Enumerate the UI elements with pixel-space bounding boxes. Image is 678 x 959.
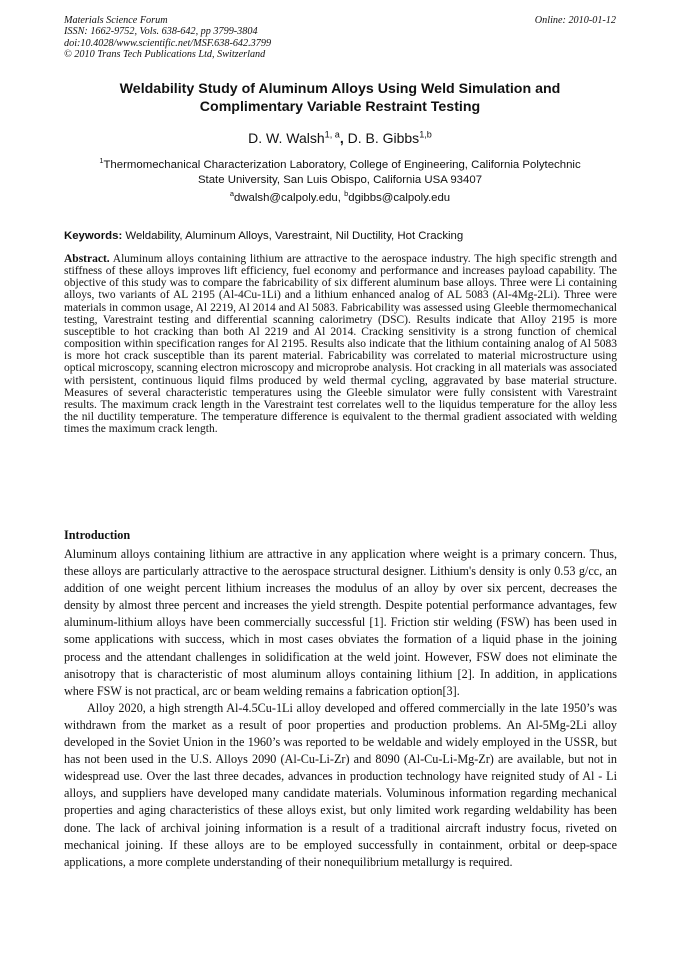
journal-name: Materials Science Forum	[64, 15, 168, 26]
affiliation-line-2: State University, San Luis Obispo, California USA 93407	[197, 174, 483, 186]
keywords-text: Weldability, Aluminum Alloys, Varestraint, Nil Ductility, Hot Cracking	[122, 230, 464, 242]
paper-title	[64, 80, 616, 116]
online-date: Online: 2010-01-12	[534, 15, 616, 26]
affiliation-marker: 1	[99, 156, 104, 166]
author-walsh: D. W. Walsh	[248, 130, 325, 146]
keywords	[64, 229, 616, 244]
author-separator: ,	[339, 130, 348, 146]
doi-line: doi:10.4028/www.scientific.net/MSF.638-642.3799	[64, 37, 272, 49]
introduction-paragraph-1: Aluminum alloys containing lithium are attractive in any application where weight is a primary concern. Thus, these alloys are particularly attractive to the aerospace structural designer. Lithium's density is only 0.53 g/cc, an addition of one weight percent lithium increases the modulus of an alloy by over six percent, decreases the density by almost three percent and increases the yield strength. Despite potential performance advantages, few aluminum-lithium alloys have been commercially successful [1]. Friction stir welding (FSW) has been used in some applications with success, which in most cases obviates the formation of a liquid phase in the joining process and the attendant challenges in solidification at the weld joint. However, FSW does not eliminate the anisotropy that is characteristic of most aluminum alloys containing lithium [2]. In addition, in applications where FSW is not practical, arc or beam welding remains a fabrication option[3].	[64, 547, 617, 698]
issn-line: ISSN: 1662-9752, Vols. 638-642, pp 3799-3804	[64, 26, 258, 38]
abstract-text: Aluminum alloys containing lithium are attractive to the aerospace industry. The high specific strength and stiffness of these alloys improves lift efficiency, fuel economy and performance and increases payload capability. The objective of this study was to compare the fabricability of six different aluminum base alloys. Three were Li containing alloys, two variants of AL 2195 (Al-4Cu-1Li) and a lithium enhanced analog of AL 5083 (Al-4Mg-2Li). Three were materials in common usage, Al 2219, Al 2014 and Al 5083. Fabricability was assessed using Gleeble thermomechanical testing, Varestraint testing and differential scanning calorimetry (DSC). Results indicate that Alloy 2195 is more susceptible to hot cracking than both Al 2219 and Al 2014. Cracking sensitivity is a strong function of chemical composition within specification ranges for Al 2195. Results also indicate that the lithium containing analog of Al 5083 is more hot crack susceptible than its parent material. Fabricability was correlated to material microstructure using optical microscopy, scanning electron microscopy and microprobe analysis. Hot cracking in all materials was associated with persistent, continuous liquid films produced by weld thermal cycling, aggravated by base material structure. Measures of several characteristic temperatures using the Gleeble simulator were fully consistent with Varestraint results. The maximum crack length in the Varestraint test correlates well to the liquidus temperature for the alloy less the nil ductility temperature. The temperature difference is equivalent to the thermal gradient associated with welding times the maximum crack length.	[64, 253, 617, 436]
title-line-2: Complimentary Variable Restraint Testing	[199, 99, 481, 115]
keywords-label: Keywords:	[64, 230, 123, 242]
email-gibbs: dgibbs@calpoly.edu	[348, 192, 451, 204]
introduction-body	[64, 546, 617, 871]
introduction-heading: Introduction	[64, 528, 131, 542]
author-list	[64, 129, 616, 147]
affiliation	[64, 158, 616, 188]
abstract	[64, 253, 617, 435]
copyright-line: © 2010 Trans Tech Publications Ltd, Switzerland	[64, 49, 266, 61]
introduction-paragraph-2: Alloy 2020, a high strength Al-4.5Cu-1Li alloy developed and offered commercially in the late 1950’s was withdrawn from the market as a result of poor properties and production problems. An Al-5Mg-2Li alloy developed in the Soviet Union in the 1960’s was reported to be weldable and widely employed in the USSR, but has not been used in the U.S. Alloys 2090 (Al-Cu-Li-Zr) and 8090 (Al-Cu-Li-Mg-Zr) are available, but not in widespread use. Over the last three decades, advances in production technology have reignited study of Al - Li alloys, and suppliers have developed many candidate materials. Voluminous information regarding mechanical properties and aging characteristics of these alloys exist, but only limited work regarding weldability has been done. The lack of archival joining information is a result of a traditional aircraft industry focus, riveted on mechanical joining. If these alloys are to be employed successfully in containment, orbital or deep-space applications, a more complete understanding of their nonequilibrium metallurgy is required.	[64, 700, 617, 869]
email-marker-a: a	[229, 189, 234, 199]
abstract-label: Abstract.	[64, 253, 110, 265]
publication-header	[64, 15, 616, 61]
title-line-1: Weldability Study of Aluminum Alloys Using Weld Simulation and	[119, 81, 561, 97]
affiliation-line-1: Thermomechanical Characterization Laboratory, College of Engineering, California Polytechnic	[103, 159, 581, 171]
email-marker-b: b	[344, 189, 349, 199]
author-gibbs: D. B. Gibbs	[347, 130, 420, 146]
author-emails	[64, 191, 616, 206]
author-gibbs-affiliation: 1,b	[419, 129, 432, 140]
author-walsh-affiliation: 1, a	[324, 129, 340, 140]
email-walsh: dwalsh@calpoly.edu,	[233, 192, 345, 204]
